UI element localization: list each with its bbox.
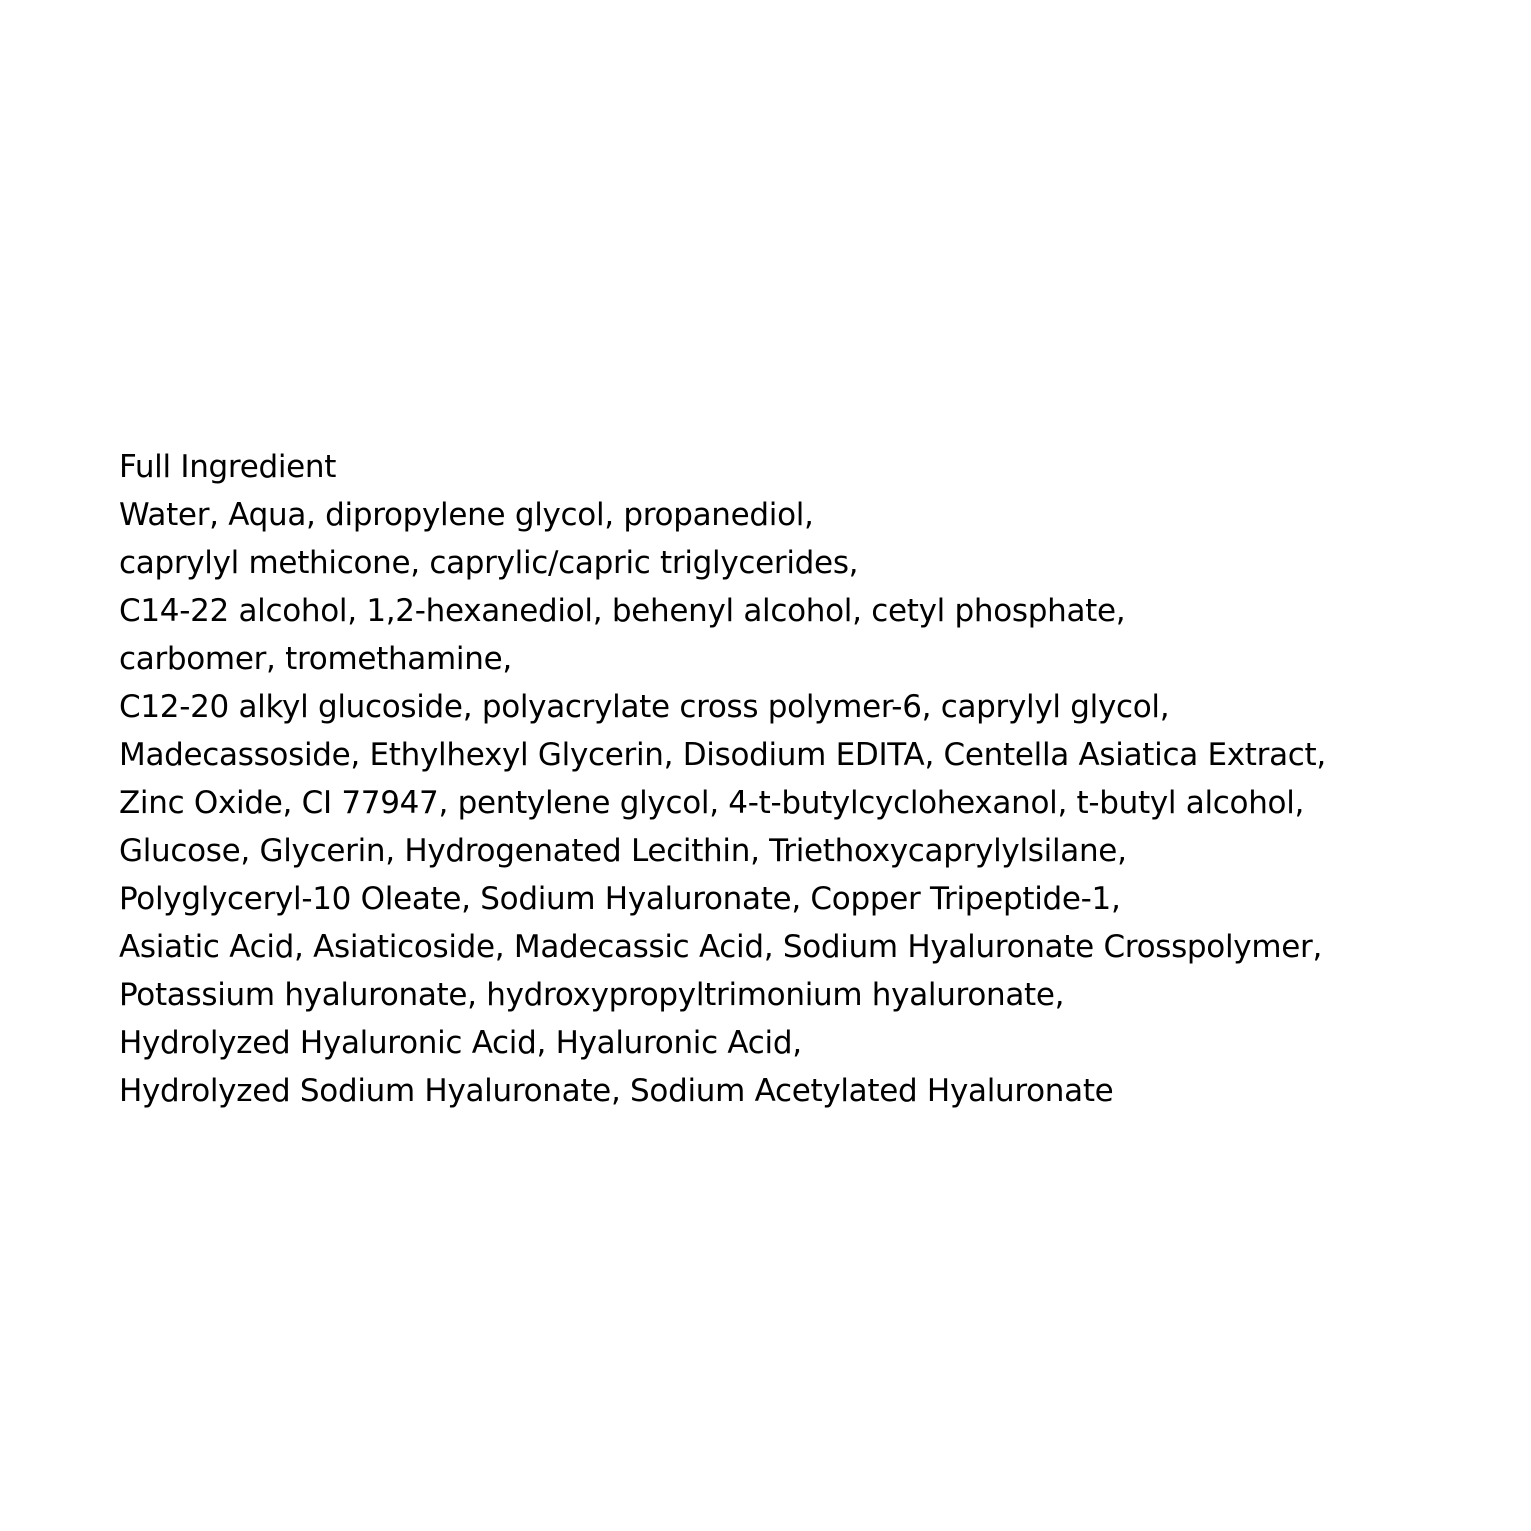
ingredient-line: Polyglyceryl-10 Oleate, Sodium Hyaluronate, Copper Tripeptide-1,: [119, 881, 1121, 917]
ingredient-line: Hydrolyzed Hyaluronic Acid, Hyaluronic Acid,: [119, 1025, 802, 1061]
ingredients-heading: Full Ingredient: [119, 449, 337, 485]
ingredient-line: C12-20 alkyl glucoside, polyacrylate cross polymer-6, caprylyl glycol,: [119, 689, 1170, 725]
ingredient-line: Asiatic Acid, Asiaticoside, Madecassic Acid, Sodium Hyaluronate Crosspolymer,: [119, 929, 1323, 965]
ingredient-line: Hydrolyzed Sodium Hyaluronate, Sodium Acetylated Hyaluronate: [119, 1073, 1114, 1109]
ingredient-line: caprylyl methicone, caprylic/capric triglycerides,: [119, 545, 859, 581]
ingredient-line: Zinc Oxide, CI 77947, pentylene glycol, 4-t-butylcyclohexanol, t-butyl alcohol,: [119, 785, 1305, 821]
ingredient-line: carbomer, tromethamine,: [119, 641, 512, 677]
ingredient-line: C14-22 alcohol, 1,2-hexanediol, behenyl alcohol, cetyl phosphate,: [119, 593, 1126, 629]
ingredient-line: Potassium hyaluronate, hydroxypropyltrimonium hyaluronate,: [119, 977, 1065, 1013]
ingredient-line: Water, Aqua, dipropylene glycol, propanediol,: [119, 497, 814, 533]
ingredient-line: Glucose, Glycerin, Hydrogenated Lecithin, Triethoxycaprylylsilane,: [119, 833, 1127, 869]
ingredients-block: [119, 443, 1499, 1115]
ingredient-line: Madecassoside, Ethylhexyl Glycerin, Disodium EDITA, Centella Asiatica Extract,: [119, 737, 1326, 773]
